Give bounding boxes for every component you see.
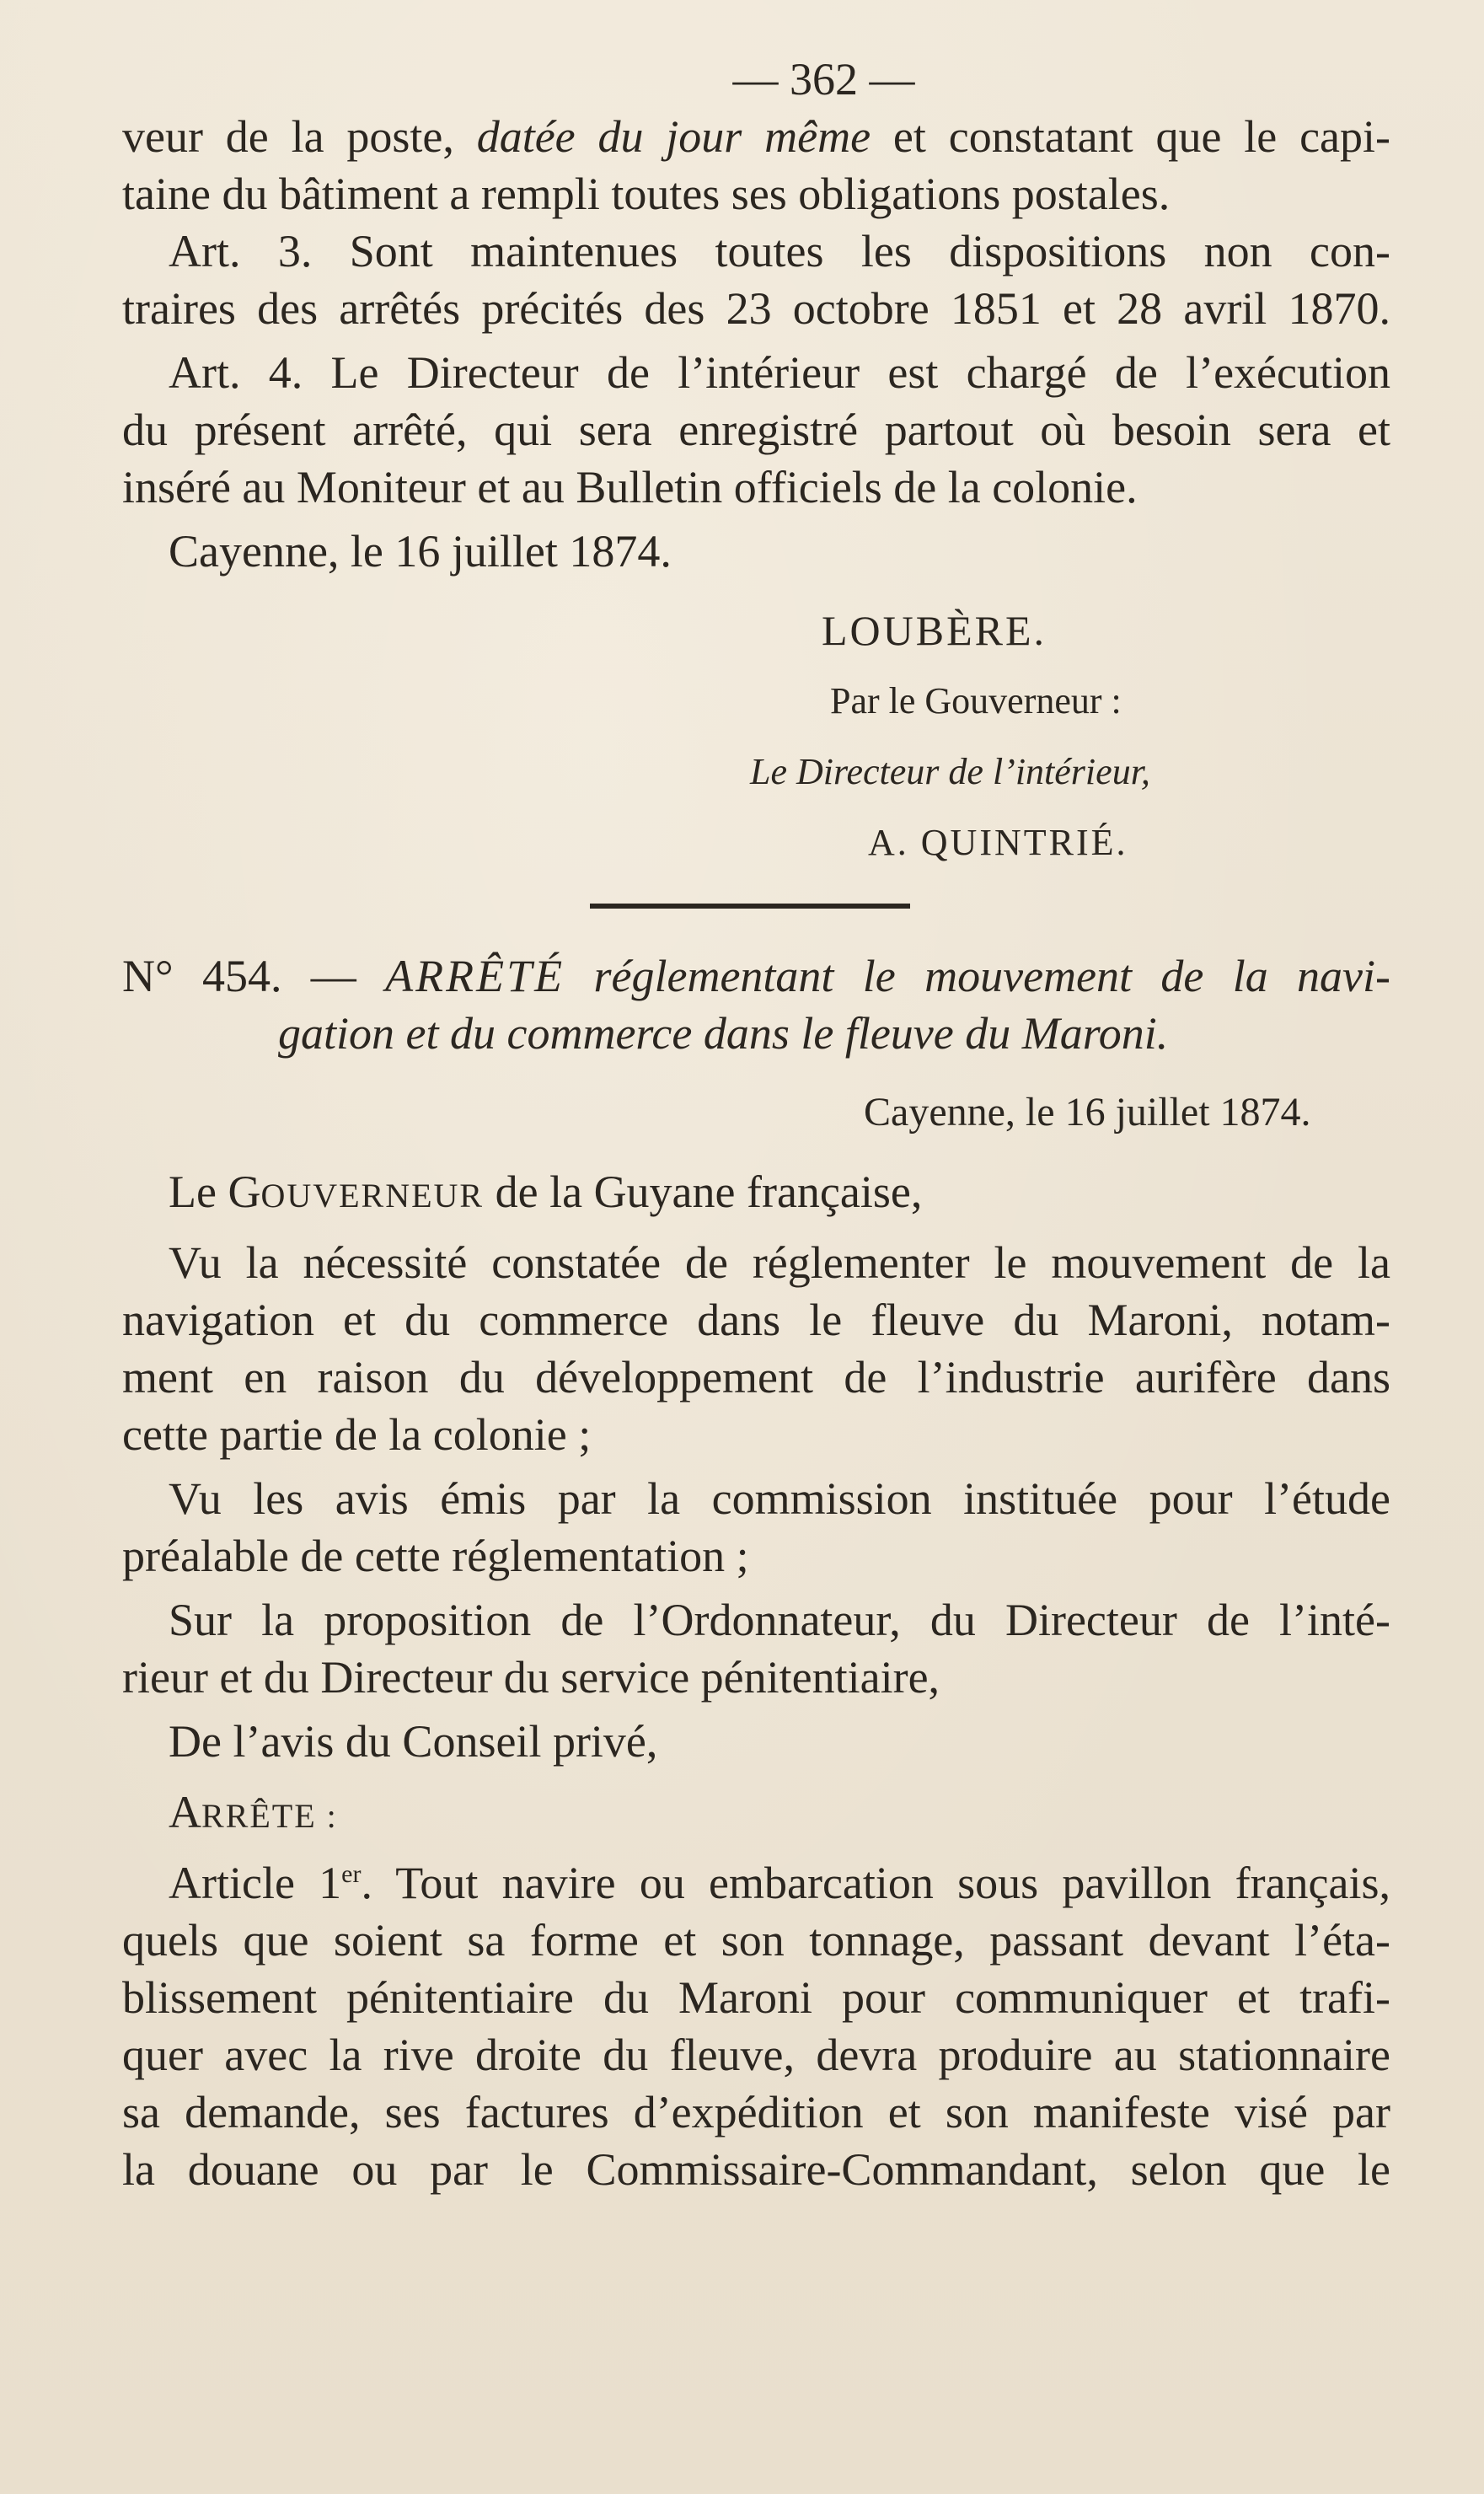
article-4-line: Art. 4. Le Directeur de l’intérieur est chargé de l’exécution: [169, 347, 1390, 398]
decree-date: Cayenne, le 16 juillet 1874.: [864, 1090, 1311, 1134]
considerant-line: Vu les avis émis par la commission instituée pour l’étude: [169, 1473, 1390, 1524]
considerant-line: ment en raison du développement de l’industrie aurifère dans: [122, 1352, 1390, 1403]
decree-number: N° 454. —: [122, 951, 386, 1001]
considerant-line: cette partie de la colonie ;: [122, 1409, 592, 1460]
text-run: de la Guyane française,: [484, 1167, 923, 1217]
considerant-line: rieur et du Directeur du service pénitentiaire,: [122, 1652, 940, 1703]
date-line: Cayenne, le 16 juillet 1874.: [169, 526, 672, 577]
decree-keyword: ARRÊTÉ: [385, 951, 565, 1001]
article-1-line: quer avec la rive droite du fleuve, devra produire au stationnaire: [122, 2030, 1390, 2080]
article-1-line: la douane ou par le Commissaire-Commandant, selon que le: [122, 2144, 1390, 2195]
text-run: et constatant que le capi-: [871, 111, 1391, 162]
gouverneur-line: [122, 1163, 1390, 1220]
considerant-line: Sur la proposition de l’Ordonnateur, du Directeur de l’inté-: [169, 1595, 1390, 1645]
text-run: A: [169, 1787, 201, 1837]
signatory-role: Le Directeur de l’intérieur,: [750, 751, 1150, 792]
text-run: . Tout navire ou embarcation sous pavillon français,: [361, 1858, 1390, 1908]
arrete-heading: [122, 1783, 1390, 1841]
signatory-name: LOUBÈRE.: [822, 607, 1047, 654]
article-1-line: sa demande, ses factures d’expédition et son manifeste visé par: [122, 2087, 1390, 2137]
text-run: G: [228, 1167, 261, 1217]
article-3-line: Art. 3. Sont maintenues toutes les dispositions non con-: [169, 226, 1390, 276]
article-4-line: du présent arrêté, qui sera enregistré partout où besoin sera et: [122, 405, 1390, 455]
decree-heading: [122, 1005, 1390, 1062]
considerant-line: préalable de cette réglementation ;: [122, 1531, 749, 1581]
decree-title: gation et du commerce dans le fleuve du Maroni.: [278, 1008, 1169, 1059]
article-1-line: quels que soient sa forme et son tonnage, passant devant l’éta-: [122, 1915, 1390, 1966]
decree-title: réglementant le mouvement de la navi-: [565, 951, 1391, 1001]
text-run: Article 1: [169, 1858, 342, 1908]
paragraph-line: [122, 108, 1390, 165]
text-run: Le: [169, 1167, 228, 1217]
article-1-line: blissement pénitentiaire du Maroni pour communiquer et trafi-: [122, 1972, 1390, 2023]
signatory-par: Par le Gouverneur :: [830, 680, 1122, 721]
signatory-second: A. QUINTRIÉ.: [868, 822, 1128, 863]
superscript: er: [341, 1860, 362, 1888]
text-run: RRÊTE :: [201, 1797, 338, 1835]
considerant-line: navigation et du commerce dans le fleuve du Maroni, notam-: [122, 1295, 1390, 1345]
article-1-line: [122, 1854, 1390, 1912]
decree-heading: [122, 947, 1390, 1005]
text-run: OUVERNEUR: [260, 1177, 485, 1215]
article-3-line: traires des arrêtés précités des 23 octobre 1851 et 28 avril 1870.: [122, 283, 1390, 334]
considerant-line: Vu la nécessité constatée de réglementer le mouvement de la: [169, 1237, 1390, 1288]
text-run: veur de la poste,: [122, 111, 477, 162]
section-divider: [590, 904, 910, 909]
considerant-line: De l’avis du Conseil privé,: [169, 1716, 658, 1767]
page-number: — 362 —: [732, 54, 915, 105]
text-block: [122, 51, 1390, 2198]
italic-text: datée du jour même: [476, 111, 871, 162]
paragraph-line: taine du bâtiment a rempli toutes ses obligations postales.: [122, 169, 1171, 219]
article-4-line: inséré au Moniteur et au Bulletin officiels de la colonie.: [122, 462, 1138, 512]
